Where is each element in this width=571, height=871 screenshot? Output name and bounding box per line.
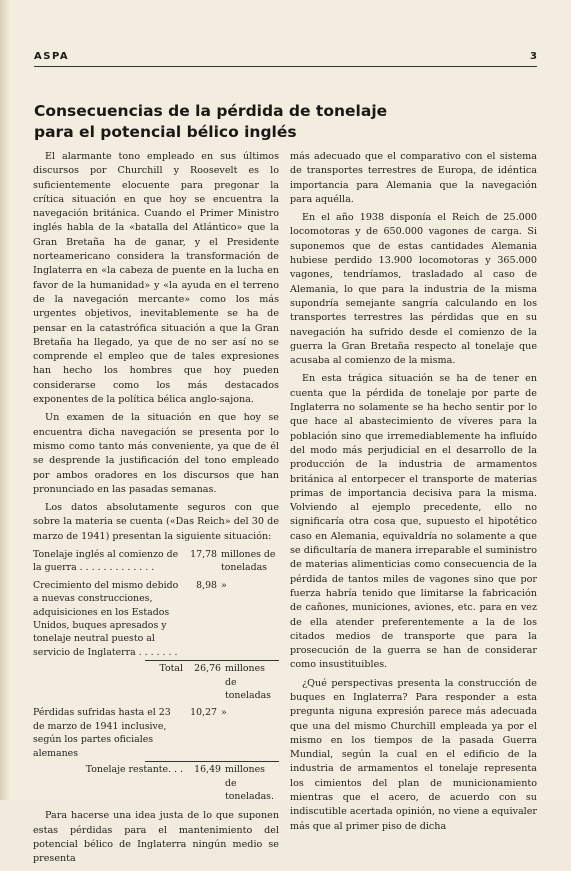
table-value: 26,76 bbox=[194, 663, 221, 675]
left-paragraph-1: El alarmante tono empleado en sus últimos discursos por Churchill y Roosevelt es lo suficientemente elocuente para pregonar la crítica situación en que hoy se encuentra la navegación británica. Cuando el Primer Ministro inglés habla de la «batalla del Atlántico» que la Gran Bretaña ha de ganar, y el Presidente norteamericano considera la transformación de Inglaterra en «la cabeza de puente en la lucha en favor de la humanidad» y «la ayuda en el terreno de la navegación mercante» como los más urgentes objetivos, inevitablemente se ha de pensar en la catastrófica situación a que la Gran Bretaña ha llegado, ya que de no ser así no se comprende el empleo que de tales expresiones han hecho los hombres que hoy pueden considerarse como los más destacados exponentes de la política bélica anglo-sajona. bbox=[33, 151, 279, 406]
table-rule bbox=[145, 761, 279, 762]
table-row bbox=[33, 548, 279, 575]
left-column bbox=[33, 150, 279, 871]
tonnage-table bbox=[33, 548, 279, 803]
article-title: Consecuencias de la pérdida de tonelaje para el potencial bélico inglés bbox=[34, 102, 388, 141]
left-paragraph-3: Los datos absolutamente seguros con que sobre la materia se cuenta («Das Reich» del 30 de marzo de 1941) presentan la siguiente situación: bbox=[33, 502, 279, 542]
table-label: Pérdidas sufridas hasta el 23 de marzo de 1941 inclusive, según los partes oficiales alemanes bbox=[33, 707, 171, 759]
right-paragraph-1: En el año 1938 disponía el Reich de 25.000 locomotoras y de 650.000 vagones de carga. Si suponemos que de estas cantidades Alemania hubiese perdido 13.900 locomotoras y 365.000 vagones, tendríamos, trasladado al caso de Alemania, lo que para la industria de la misma supondría semejante sangría calculando en los transportes terrestres las pérdidas que en su navegación ha sufrido desde el comienzo de la guerra la Gran Bretaña respecto al tonelaje que acusaba al comienzo de la misma. bbox=[290, 212, 537, 367]
table-value: 16,49 bbox=[194, 764, 221, 776]
left-paragraph-4: Para hacerse una idea justa de lo que suponen estas pérdidas para el mantenimiento del potencial bélico de Inglaterra ningún medio se presenta bbox=[33, 810, 279, 865]
table-row bbox=[33, 706, 279, 760]
table-unit: millones de toneladas bbox=[225, 663, 271, 702]
right-paragraph-3: ¿Qué perspectivas presenta la construcción de buques en Inglaterra? Para responder a esta pregunta niguna expresión parece más adecuada que una del mismo Churchill empleada ya por el mismo en los tiempos de la pasada Guerra Mundial, según la cual en el edificio de la industria de armamentos el tonelaje representa los cimientos del plan de municionamiento mientras que el acero, de acuerdo con su indiscutible acertada opinión, no viene a equivaler más que al primer piso de dicha bbox=[290, 677, 537, 832]
table-row bbox=[33, 662, 279, 702]
magazine-name: ASPA bbox=[34, 51, 70, 62]
table-label: Total bbox=[159, 663, 183, 675]
page-number: 3 bbox=[530, 51, 537, 62]
running-header bbox=[34, 50, 537, 67]
table-value: 17,78 bbox=[190, 549, 217, 561]
table-row bbox=[33, 763, 279, 803]
table-row bbox=[33, 579, 279, 659]
table-value: 10,27 bbox=[190, 707, 217, 719]
table-value: 8,98 bbox=[196, 579, 217, 591]
right-column bbox=[290, 150, 537, 838]
table-unit: millones de toneladas. bbox=[225, 764, 274, 802]
page-edge-stain bbox=[0, 0, 10, 800]
right-paragraph-0: más adecuado que el comparativo con el sistema de transportes terrestres de Europa, de idéntica importancia para Alemania que la navegación para aquélla. bbox=[290, 151, 537, 205]
table-unit: » bbox=[221, 579, 227, 591]
table-unit: millones de toneladas bbox=[221, 549, 276, 574]
right-paragraph-2: En esta trágica situación se ha de tener en cuenta que la pérdida de tonelaje por parte de Inglaterra no solamente se ha hecho sentir por lo que hace al abastecimiento de víveres para la población sino que irremediablemente ha influído del modo más perjudicial en el desarrollo de la producción de la industria de armamentos británica al entorpecer el transporte de materias primas de importancia decisiva para la misma. Volviendo al ejemplo precedente, ello no significaría otra cosa que, supuesto el hipotético caso en Alemania, equivaldría no solamente a que se dificultaría de manera irreparable el suministro de materias alimenticias como consecuencia de la pérdida de tantos miles de vagones sino que por fuerza habría tenido que limitarse la fabricación de cañones, municiones, aviones, etc. para en vez de ella atender preferentemente a la de los citados medios de transporte que para la prosecución de la guerra se han de considerar como insustituibles. bbox=[290, 373, 537, 671]
table-label: Crecimiento del mismo debido a nuevas construcciones, adquisiciones en los Estados Unidos, buques apresados y tonelaje neutral puesto al servicio de Inglaterra . . . . . . . bbox=[33, 579, 179, 658]
table-rule bbox=[145, 660, 279, 661]
table-unit: » bbox=[221, 707, 227, 719]
table-label: Tonelaje restante. . . bbox=[85, 764, 183, 776]
left-paragraph-2: Un examen de la situación en que hoy se encuentra dicha navegación se presenta por lo mismo como tanto más conveniente, ya que de él se desprende la justificación del tono empleado por ambos oradores en los discursos que han pronunciado en las pasadas semanas. bbox=[33, 412, 279, 495]
table-label: Tonelaje inglés al comienzo de la guerra . . . . . . . . . . . . . bbox=[33, 549, 179, 574]
